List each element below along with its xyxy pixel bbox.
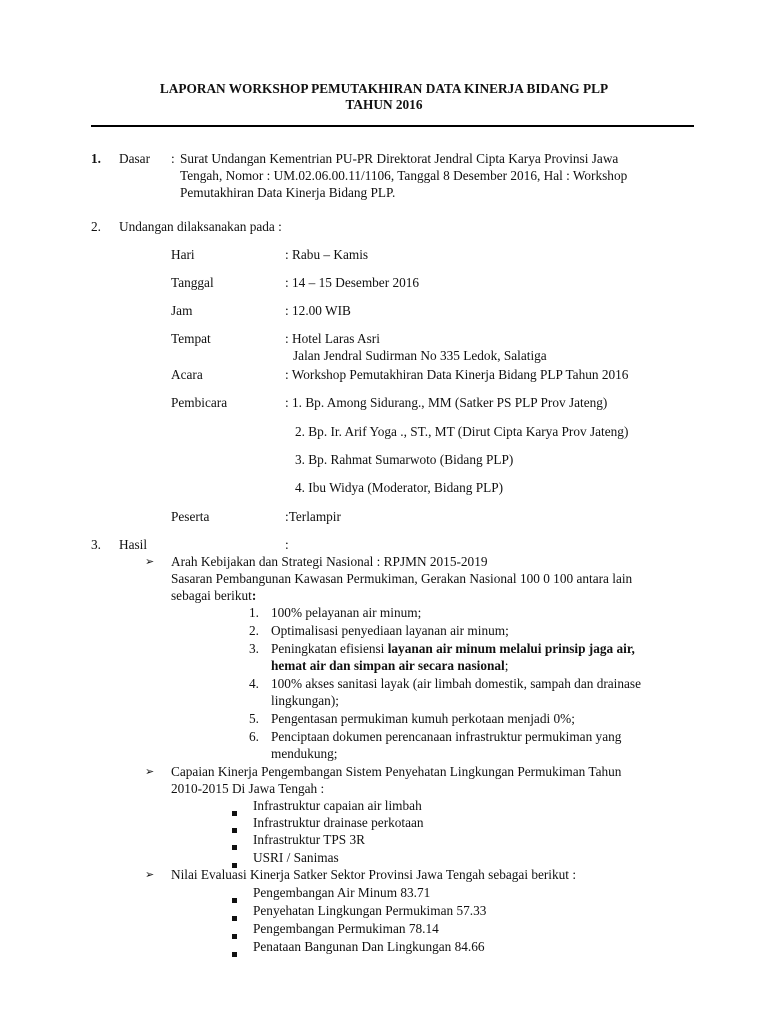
list-item-number: 2.: [249, 623, 259, 638]
tempat-value-line2: Jalan Jendral Sudirman No 335 Ledok, Salatiga: [293, 348, 547, 363]
tanggal-value: : 14 – 15 Desember 2016: [285, 275, 420, 290]
tanggal-label: Tanggal: [171, 275, 214, 290]
list-item-continued: lingkungan);: [271, 693, 339, 708]
section2-number: 2.: [91, 219, 101, 234]
list-item: 100% akses sanitasi layak (air limbah domestik, sampah dan drainase: [271, 676, 641, 691]
point1-text-line2: sebagai berikut:: [171, 588, 257, 603]
jam-label: Jam: [171, 303, 193, 318]
list-item: Infrastruktur drainase perkotaan: [253, 815, 424, 830]
square-bullet-icon: [232, 837, 237, 854]
list-item-number: 1.: [249, 605, 259, 620]
list-item-number: 3.: [249, 641, 259, 656]
list-item: Optimalisasi penyediaan layanan air minum;: [271, 623, 509, 638]
section3-label: Hasil: [119, 537, 148, 552]
section1-label: Dasar: [119, 151, 151, 166]
list-item-number: 6.: [249, 729, 259, 744]
list-item-continued: mendukung;: [271, 746, 338, 761]
arrow-bullet-icon: ➢: [145, 555, 155, 568]
square-bullet-icon: [232, 908, 237, 925]
peserta-value: :Terlampir: [285, 509, 341, 524]
section1-text-line1: Surat Undangan Kementrian PU-PR Direktorat Jendral Cipta Karya Provinsi Jawa: [180, 151, 619, 166]
point2-title-line2: 2010-2015 Di Jawa Tengah :: [171, 781, 325, 796]
square-bullet-icon: [232, 926, 237, 943]
document-title-line1: LAPORAN WORKSHOP PEMUTAKHIRAN DATA KINERJA BIDANG PLP: [159, 81, 609, 96]
section2-label: Undangan dilaksanakan pada :: [119, 219, 282, 234]
pembicara-item-2: 2. Bp. Ir. Arif Yoga ., ST., MT (Dirut Cipta Karya Prov Jateng): [295, 424, 629, 439]
list-item: Penataan Bangunan Dan Lingkungan 84.66: [253, 939, 485, 954]
square-bullet-icon: [232, 803, 237, 820]
section3-number: 3.: [91, 537, 101, 552]
section1-text-line3: Pemutakhiran Data Kinerja Bidang PLP.: [180, 185, 396, 200]
list-item: USRI / Sanimas: [253, 850, 339, 865]
hari-label: Hari: [171, 247, 195, 262]
arrow-bullet-icon: ➢: [145, 765, 155, 778]
list-item: Penciptaan dokumen perencanaan infrastruktur permukiman yang: [271, 729, 622, 744]
section1-colon: :: [171, 151, 175, 166]
pembicara-item-3: 3. Bp. Rahmat Sumarwoto (Bidang PLP): [295, 452, 514, 467]
pembicara-item-1: : 1. Bp. Among Sidurang., MM (Satker PS PLP Prov Jateng): [285, 395, 608, 410]
section1-number: 1.: [91, 151, 101, 166]
acara-value: : Workshop Pemutakhiran Data Kinerja Bidang PLP Tahun 2016: [285, 367, 629, 382]
point2-title-line1: Capaian Kinerja Pengembangan Sistem Penyehatan Lingkungan Permukiman Tahun: [171, 764, 622, 779]
list-item: Penyehatan Lingkungan Permukiman 57.33: [253, 903, 487, 918]
list-item-number: 5.: [249, 711, 259, 726]
list-item: Pengentasan permukiman kumuh perkotaan menjadi 0%;: [271, 711, 575, 726]
list-item: Infrastruktur capaian air limbah: [253, 798, 422, 813]
document-title-line2: TAHUN 2016: [345, 97, 423, 112]
square-bullet-icon: [232, 944, 237, 961]
list-item-number: 4.: [249, 676, 259, 691]
point1-title: Arah Kebijakan dan Strategi Nasional : RPJMN 2015-2019: [171, 554, 488, 569]
list-item: Infrastruktur TPS 3R: [253, 832, 366, 847]
tempat-label: Tempat: [171, 331, 211, 346]
list-item-continued: hemat air dan simpan air secara nasional;: [271, 658, 509, 673]
point3-title: Nilai Evaluasi Kinerja Satker Sektor Provinsi Jawa Tengah sebagai berikut :: [171, 867, 577, 882]
list-item: Pengembangan Permukiman 78.14: [253, 921, 439, 936]
peserta-label: Peserta: [171, 509, 210, 524]
list-item: 100% pelayanan air minum;: [271, 605, 422, 620]
tempat-value-line1: : Hotel Laras Asri: [285, 331, 380, 346]
list-item: Peningkatan efisiensi layanan air minum melalui prinsip jaga air,: [271, 641, 635, 656]
section1-text-line2: Tengah, Nomor : UM.02.06.00.11/1106, Tanggal 8 Desember 2016, Hal : Workshop: [180, 168, 628, 183]
square-bullet-icon: [232, 890, 237, 907]
jam-value: : 12.00 WIB: [285, 303, 351, 318]
square-bullet-icon: [232, 820, 237, 837]
hari-value: : Rabu – Kamis: [285, 247, 369, 262]
section3-colon: :: [285, 537, 289, 552]
acara-label: Acara: [171, 367, 203, 382]
point1-text-line1: Sasaran Pembangunan Kawasan Permukiman, Gerakan Nasional 100 0 100 antara lain: [171, 571, 633, 586]
pembicara-item-4: 4. Ibu Widya (Moderator, Bidang PLP): [295, 480, 504, 495]
list-item: Pengembangan Air Minum 83.71: [253, 885, 431, 900]
title-divider: [91, 125, 694, 127]
arrow-bullet-icon: ➢: [145, 868, 155, 881]
pembicara-label: Pembicara: [171, 395, 228, 410]
